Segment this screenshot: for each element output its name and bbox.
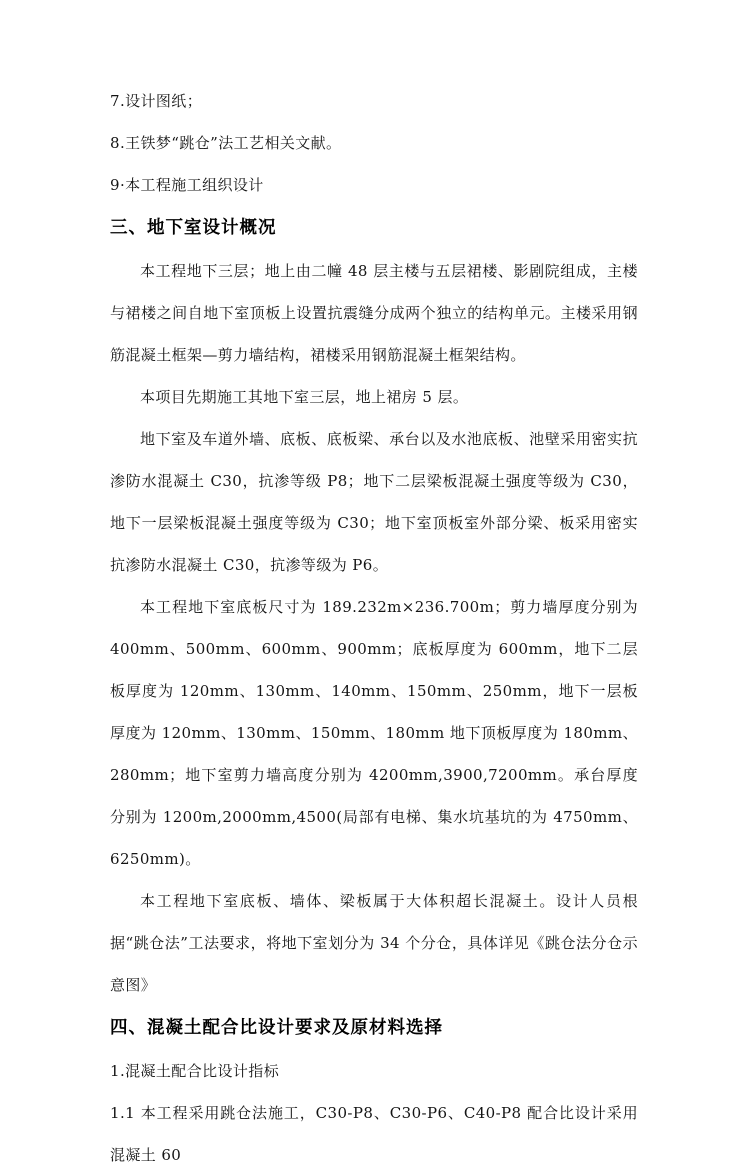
paragraph-structure-overview: 本工程地下三层；地上由二幢 48 层主楼与五层裙楼、影剧院组成，主楼与裙楼之间自地下室顶板上设置抗震缝分成两个独立的结构单元。主楼采用钢筋混凝土框架—剪力墙结构，裙楼采用钢筋混凝土框架结构。 <box>110 262 638 364</box>
paragraph-slab-dimensions: 本工程地下室底板尺寸为 189.232m×236.700m；剪力墙厚度分别为 400mm、500mm、600mm、900mm；底板厚度为 600mm，地下二层板厚度为 120mm、130mm、140mm、150mm、250mm，地下一层板厚度为 120mm、130mm、150mm、180mm 地下顶板厚度为 180mm、280mm；地下室剪力墙高度分别为 4200mm,3900,7200mm。承台厚度分别为 1200m,2000mm,4500(局部有电梯、集水坑基坑的为 4750mm、6250mm)。 <box>110 598 638 868</box>
paragraph-concrete-grades: 地下室及车道外墙、底板、底板梁、承台以及水池底板、池壁采用密实抗渗防水混凝土 C30，抗渗等级 P8；地下二层梁板混凝土强度等级为 C30，地下一层梁板混凝土强度等级为 C30；地下室顶板室外部分梁、板采用密实抗渗防水混凝土 C30，抗渗等级为 P6。 <box>110 430 638 574</box>
paragraph-construction-phase: 本项目先期施工其地下室三层，地上裙房 5 层。 <box>140 388 469 406</box>
reference-item-7: 7.设计图纸； <box>110 92 203 110</box>
reference-item-9: 9·本工程施工组织设计 <box>110 176 264 194</box>
paragraph-mix-design-detail: 1.1 本工程采用跳仓法施工，C30-P8、C30-P6、C40-P8 配合比设计采用混凝土 60 <box>110 1104 638 1164</box>
paragraph-mix-design-index-title: 1.混凝土配合比设计指标 <box>110 1062 280 1080</box>
section-heading-basement-design-overview: 三、地下室设计概况 <box>110 218 277 238</box>
paragraph-jump-bin-method: 本工程地下室底板、墙体、梁板属于大体积超长混凝土。设计人员根据“跳仓法”工法要求，将地下室划分为 34 个分仓，具体详见《跳仓法分仓示意图》 <box>110 892 638 994</box>
reference-item-8: 8.王铁梦“跳仓”法工艺相关文献。 <box>110 134 342 152</box>
section-heading-mix-design-requirements: 四、混凝土配合比设计要求及原材料选择 <box>110 1018 443 1038</box>
